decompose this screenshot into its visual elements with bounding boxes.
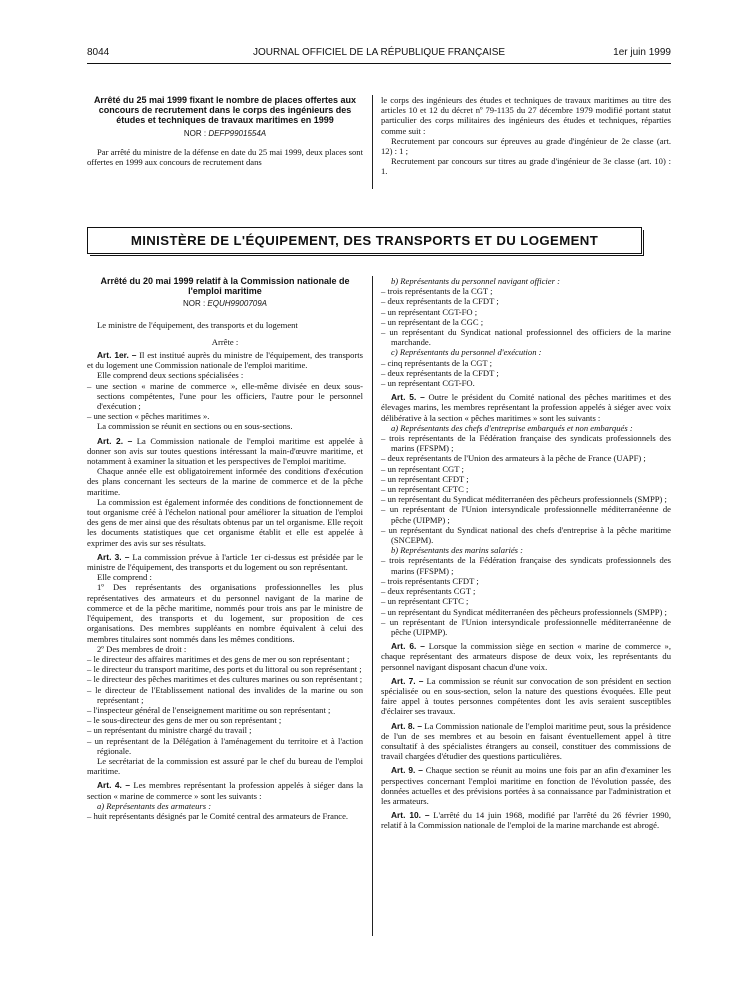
paragraph: La commission se réunit en sections ou en sous-sections.	[97, 421, 293, 432]
list-item: – le directeur du transport maritime, des ports et du littoral ou son représentant ;	[87, 664, 362, 675]
list-item: – huit représentants désignés par le Comité central des armateurs de France.	[87, 810, 349, 821]
list-item: – un représentant CGT-FO.	[381, 378, 475, 389]
list-item: – le directeur de l'Etablissement national des invalides de la marine ou son représentant ;	[87, 684, 363, 705]
list-item: – un représentant CFDT ;	[381, 473, 469, 484]
left-column	[87, 276, 363, 821]
list-item: – l'inspecteur général de l'enseignement maritime ou son représentant ;	[87, 704, 331, 715]
page-number: 8044	[87, 47, 110, 58]
sub-heading: b) Représentants des marins salariés :	[391, 545, 523, 556]
list-item: – trois représentants CFDT ;	[381, 575, 479, 586]
page-header	[87, 47, 671, 61]
list-item: – une section « marine de commerce », elle-même divisée en deux sous-sections compétentes, l'une pour les officiers, l'autre pour le personnel d'exécution ;	[87, 380, 363, 412]
column-divider	[372, 95, 373, 189]
ministry-banner: MINISTÈRE DE L'ÉQUIPEMENT, DES TRANSPORTS ET DU LOGEMENT	[87, 227, 642, 254]
top-left-column	[87, 95, 363, 167]
list-item: – un représentant CFTC ;	[381, 484, 469, 495]
article-1: Art. 1er. – Il est institué auprès du ministre de l'équipement, des transports et du logement une Commission nationale de l'emploi maritime.	[87, 350, 363, 371]
sub-heading: a) Représentants des armateurs :	[97, 800, 212, 811]
list-item: – le directeur des pêches maritimes et des cultures marines ou son représentant ;	[87, 674, 363, 685]
list-item: – un représentant du Syndicat national des chefs d'entreprise à la pêche maritime (SNCEPM).	[381, 524, 671, 546]
article-body: Par arrêté du ministre de la défense en date du 25 mai 1999, deux places sont offertes en 1999 aux concours de recrutement dans	[87, 146, 363, 168]
intro: Le ministre de l'équipement, des transports et du logement	[97, 319, 298, 330]
list-item: – un représentant CFTC ;	[381, 596, 469, 607]
article-8: Art. 8. – La Commission nationale de l'emploi maritime peut, sous la présidence de l'un de ses membres et au besoin en faisant éventuellement appel à titre consultatif à des spécialistes étrangers au conseil, constituer des commissions de travail chargées d'étudier des questions particulières.	[381, 720, 671, 762]
article-7: Art. 7. – La commission se réunit sur convocation de son président en section spécialisée ou en sous-section, selon la nature des questions évoquées. Elle peut faire appel à toutes personnes compétentes dont les avis seraient susceptibles d'éclairer ses travaux.	[381, 675, 671, 717]
list-item: – deux représentants de la CFDT ;	[381, 296, 499, 307]
paragraph: Elle comprend deux sections spécialisées :	[97, 370, 244, 381]
list-item: – un représentant du Syndicat national professionnel des officiers de la marine marchande.	[381, 327, 671, 348]
paragraph: 2º Des membres de droit :	[97, 643, 187, 654]
nor-reference: NOR : EQUH9900709A	[182, 299, 268, 309]
article-2: Art. 2. – La Commission nationale de l'emploi maritime est appelée à donner son avis sur toutes questions intéressant la main-d'œuvre maritime, et notamment à examiner la situation et les perspectives de l'emploi maritime.	[87, 435, 363, 467]
arrete: Arrête :	[211, 336, 239, 347]
list-item: – un représentant CGT ;	[381, 463, 464, 474]
sub-heading: c) Représentants du personnel d'exécution :	[391, 347, 542, 358]
list-item: – un représentant du Syndicat méditerranéen des pêcheurs professionnels (SMPP) ;	[381, 606, 667, 617]
paragraph: Recrutement par concours sur titres au grade d'ingénieur de 3e classe (art. 10) : 1.	[381, 156, 671, 177]
article-title: Arrêté du 25 mai 1999 fixant le nombre de places offertes aux concours de recrutement dans le corps des ingénieurs des études et techniques de travaux maritimes en 1999	[93, 95, 357, 126]
list-item: – cinq représentants de la CGT ;	[381, 357, 493, 368]
list-item: – trois représentants de la Fédération française des syndicats professionnels des marins (FFSPM) ;	[381, 555, 671, 576]
list-item: – trois représentants de la Fédération française des syndicats professionnels des marins (FFSPM) ;	[381, 433, 671, 454]
top-right-column	[381, 95, 671, 177]
article-9: Art. 9. – Chaque section se réunit au moins une fois par an afin d'examiner les perspectives concernant l'emploi maritime en fonction de l'évolution passée, des données actuelles et des prévisions portées à sa connaissance par l'administration et les armateurs.	[381, 765, 671, 806]
article-10: Art. 10. – L'arrêté du 14 juin 1968, modifié par l'arrêté du 26 février 1990, relatif à la Commission nationale de l'emploi de la marine marchande est abrogé.	[381, 810, 671, 831]
column-divider	[372, 276, 373, 936]
list-item: – une section « pêches maritimes ».	[87, 411, 210, 422]
list-item: – un représentant de l'Union intersyndicale professionnelle méditerranéenne de pêche (UIPMP) ;	[381, 504, 671, 525]
paragraph: Recrutement par concours sur épreuves au grade d'ingénieur de 2e classe (art. 12) : 1 ;	[381, 135, 671, 157]
paragraph: le corps des ingénieurs des études et techniques de travaux maritimes au titre des articles 10 et 12 du décret nº 79-1135 du 27 décembre 1979 modifié portant statut particulier des corps militaires des ingénieurs des études et techniques, réparties comme suit :	[381, 95, 671, 136]
list-item: – un représentant de la CGC ;	[381, 316, 484, 327]
list-item: – un représentant de l'Union intersyndicale professionnelle méditerranéenne de pêche (UIPMP).	[381, 616, 671, 637]
article-3: Art. 3. – La commission prévue à l'article 1er ci-dessus est présidée par le ministre de l'équipement, des transports et du logement ou son représentant.	[87, 551, 363, 573]
paragraph: Elle comprend :	[97, 572, 152, 583]
article-5: Art. 5. – Outre le président du Comité national des pêches maritimes et des élevages marins, les membres représentant la profession appelés à siéger avec voix délibérative à la section « pêches maritimes » sont les suivants :	[381, 392, 671, 423]
list-item: – le sous-directeur des gens de mer ou son représentant ;	[87, 715, 282, 726]
header-rule	[87, 63, 671, 64]
sub-heading: b) Représentants du personnel navigant officier :	[391, 276, 560, 286]
right-column	[381, 276, 671, 831]
paragraph: Le secrétariat de la commission est assuré par le chef du bureau de l'emploi maritime.	[87, 755, 363, 777]
list-item: – un représentant de la Délégation à l'aménagement du territoire et à l'action régionale.	[87, 735, 363, 756]
nor-reference: NOR : DEFP9901554A	[183, 128, 267, 138]
list-item: – deux représentants de la CFDT ;	[381, 367, 499, 378]
list-item: – trois représentants de la CGT ;	[381, 286, 493, 297]
list-item: – un représentant du Syndicat méditerranéen des pêcheurs professionnels (SMPP) ;	[381, 494, 667, 505]
list-item: – un représentant du ministre chargé du travail ;	[87, 725, 252, 736]
article-6: Art. 6. – Lorsque la commission siège en section « marine de commerce », chaque représentant des armateurs dispose de deux voix, les représentants du personnel navigant disposant chacun d'une voix.	[381, 641, 671, 672]
paragraph: Chaque année elle est obligatoirement informée des conditions d'exécution des plans concernant les secteurs de la marine de commerce et de la pêche maritime.	[87, 466, 363, 497]
paragraph: 1º Des représentants des organisations professionnelles les plus représentatives des armateurs et du personnel navigant de la marine de commerce et de la pêche maritime, nommés pour trois ans par le ministre de l'équipement, des transports et du logement, sur proposition de ces organisations. Des membres suppléants en nombre équivalent à celui des membres titulaires sont nommés dans les mêmes conditions.	[87, 582, 363, 644]
list-item: – le directeur des affaires maritimes et des gens de mer ou son représentant ;	[87, 653, 350, 664]
list-item: – deux représentants de l'Union des armateurs à la pêche de France (UAPF) ;	[381, 453, 646, 464]
paragraph: La commission est également informée des conditions de fonctionnement de tout organisme créé à l'échelon national pour améliorer la situation de l'emploi des gens de mer ainsi que des résultats obtenus par un tel organisme. Elle reçoit les documents statistiques que cet organisme établit et elle est appelée à exprimer des avis sur ses résultats.	[87, 496, 363, 548]
journal-title: JOURNAL OFFICIEL DE LA RÉPUBLIQUE FRANÇAISE	[252, 47, 506, 58]
article-4: Art. 4. – Les membres représentant la profession appelés à siéger dans la section « marine de commerce » sont les suivants :	[87, 780, 363, 801]
issue-date: 1er juin 1999	[613, 47, 671, 58]
sub-heading: a) Représentants des chefs d'entreprise embarqués et non embarqués :	[391, 422, 633, 433]
article-title: Arrêté du 20 mai 1999 relatif à la Commission nationale de l'emploi maritime	[100, 276, 350, 297]
list-item: – un représentant CGT-FO ;	[381, 306, 478, 317]
list-item: – deux représentants CGT ;	[381, 586, 476, 597]
